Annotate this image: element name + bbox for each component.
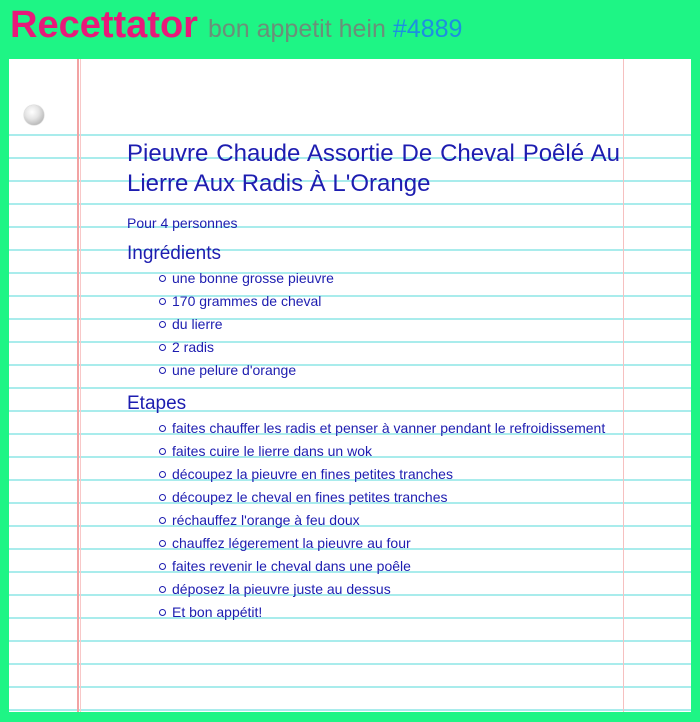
app-tagline: bon appetit hein [207,15,386,43]
recipe-title: Pieuvre Chaude Assortie De Cheval Poêlé Au Lierre Aux Radis À L'Orange [127,140,620,197]
step-item: réchauffez l'orange à feu doux [159,509,620,532]
ingredients-list [127,267,620,382]
ingredient-item: du lierre [159,313,620,336]
servings-text: Pour 4 personnes [127,215,238,231]
step-item: faites chauffer les radis et penser à vanner pendant le refroidissement [159,417,620,440]
paper-top-blank [9,59,691,134]
step-item: découpez la pieuvre en fines petites tranches [159,463,620,486]
steps-list [127,417,620,624]
margin-line-right [623,59,624,712]
step-item: faites revenir le cheval dans une poêle [159,555,620,578]
recipe-content [127,139,620,624]
app-header [10,4,462,50]
ingredient-item: 170 grammes de cheval [159,290,620,313]
ingredient-item: 2 radis [159,336,620,359]
margin-line-left-secondary [80,59,81,712]
margin-line-left [77,59,79,712]
steps-heading: Etapes [127,393,187,414]
ingredients-heading: Ingrédients [127,243,222,264]
step-item: Et bon appétit! [159,601,620,624]
step-item: découpez le cheval en fines petites tranches [159,486,620,509]
step-item: chauffez légerement la pieuvre au four [159,532,620,555]
step-item: déposez la pieuvre juste au dessus [159,578,620,601]
step-item: faites cuire le lierre dans un wok [159,440,620,463]
app-brand[interactable]: Recettator [10,4,198,46]
recipe-id-link[interactable]: #4889 [392,15,463,43]
ingredient-item: une bonne grosse pieuvre [159,267,620,290]
hole-punch-icon [24,105,44,125]
notebook-paper [9,59,691,712]
ingredient-item: une pelure d'orange [159,359,620,382]
